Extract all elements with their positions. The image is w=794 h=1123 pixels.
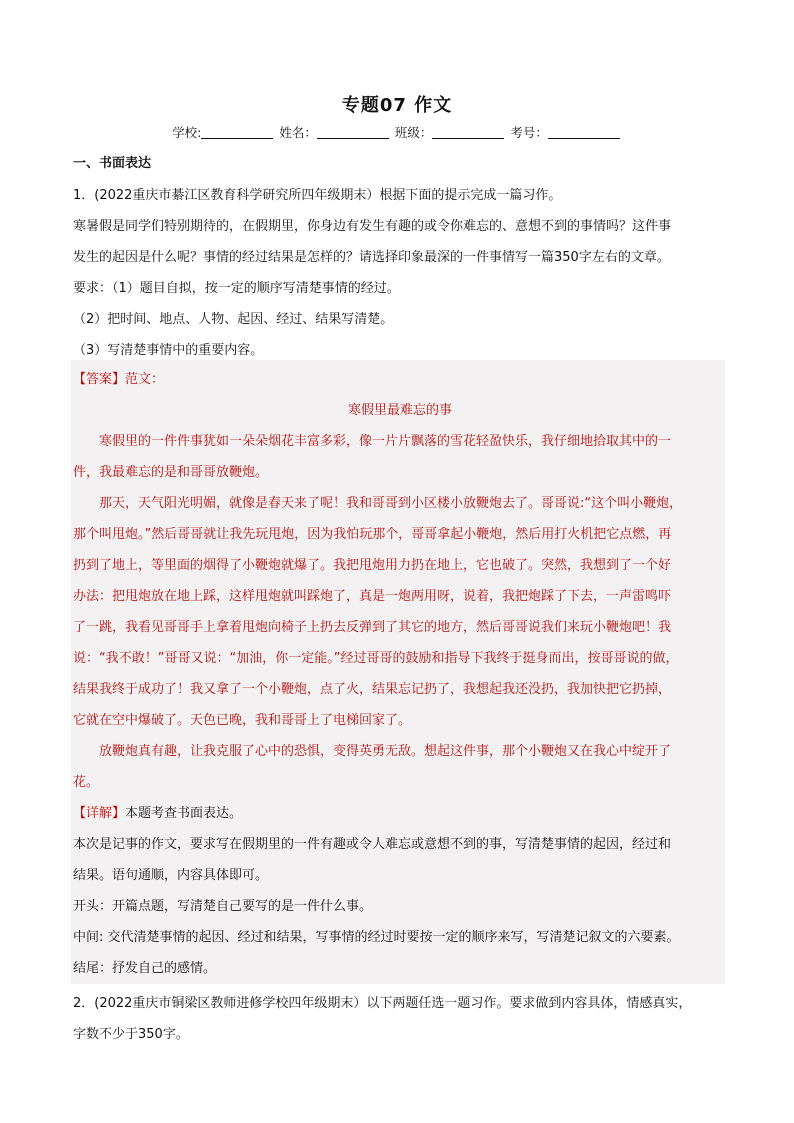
school-blank[interactable]: [201, 126, 273, 139]
class-blank[interactable]: [432, 126, 504, 139]
answer-label: 范文：: [125, 372, 165, 387]
detail-line: 结果。语句通顺，内容具体即可。: [73, 868, 269, 883]
essay-line: 件，我最难忘的是和哥哥放鞭炮。: [73, 465, 269, 480]
essay-line: 说：“我不敢！”哥哥又说：“加油，你一定能。”经过哥哥的鼓励和指导下我终于挺身而出，按哥哥说的做，: [73, 651, 679, 666]
prompt-line: （3）写清楚事情中的重要内容。: [73, 343, 264, 358]
name-blank[interactable]: [317, 126, 389, 139]
essay-line: 那个叫甩炮。”然后哥哥就让我先玩甩炮，因为我怕玩那个，哥哥拿起小鞭炮，然后用打火机把它点燃，再: [73, 527, 672, 542]
prompt-line: 要求：（1）题目自拟，按一定的顺序写清楚事情的经过。: [73, 281, 400, 296]
detail-line: 本次是记事的作文，要求写在假期里的一件有趣或令人难忘或意想不到的事，写清楚事情的起因，经过和: [73, 837, 672, 852]
essay-line: 放鞭炮真有趣，让我克服了心中的恐惧，变得英勇无敌。想起这件事，那个小鞭炮又在我心中绽开了: [99, 744, 672, 759]
school-label: 学校:: [172, 125, 202, 140]
prompt-line: 发生的起因是什么呢？事情的经过结果是怎样的？请选择印象最深的一件事情写一篇350字左右的文章。: [73, 250, 670, 265]
answer-tag: 【答案】: [73, 372, 126, 387]
answer-block: [71, 360, 725, 984]
section-heading: 一、书面表达: [73, 156, 152, 171]
essay-line: 结果我终于成功了！我又拿了一个小鞭炮，点了火，结果忘记扔了，我想起我还没扔，我加快把它扔掉，: [73, 682, 672, 697]
detail-tag: 【详解】: [73, 806, 126, 821]
detail-first: 本题考查书面表达。: [125, 806, 243, 821]
essay-line: 了一跳，我看见哥哥手上拿着甩炮向椅子上扔去反弹到了其它的地方，然后哥哥说我们来玩小鞭炮吧！我: [73, 620, 672, 635]
detail-line: 开头：开篇点题，写清楚自己要写的是一件什么事。: [73, 899, 373, 914]
exam-no-blank[interactable]: [548, 126, 620, 139]
detail-line: 结尾：抒发自己的感情。: [73, 961, 217, 976]
answer-heading: [73, 368, 733, 387]
essay-line: 办法：把甩炮放在地上踩，这样甩炮就叫踩炮了，真是一炮两用呀，说着，我把炮踩了下去，一声雷鸣吓: [73, 589, 672, 604]
detail-heading: [73, 802, 733, 821]
name-label: 姓名：: [279, 125, 317, 140]
essay-line: 寒假里的一件件事犹如一朵朵烟花丰富多彩，像一片片飘落的雪花轻盈快乐，我仔细地拾取其中的一: [99, 434, 672, 449]
question-2-stem: 2．(2022重庆市铜梁区教师进修学校四年级期末）以下两题任选一题习作。要求做到内容具体，情感真实，: [73, 996, 692, 1011]
question-2-stem-cont: 字数不少于350字。: [73, 1027, 189, 1042]
student-info-row: [0, 123, 794, 141]
exam-no-label: 考号：: [510, 125, 548, 140]
essay-line: 那天，天气阳光明媚，就像是春天来了呢！我和哥哥到小区楼小放鞭炮去了。哥哥说:“这个叫小鞭炮，: [99, 496, 683, 511]
detail-line: 中间: 交代清楚事情的起因、经过和结果，写事情的经过时要按一定的顺序来写，写清楚记叙文的六要素。: [73, 930, 680, 945]
question-1-stem: 1．(2022重庆市綦江区教育科学研究所四年级期末）根据下面的提示完成一篇习作。: [73, 188, 562, 203]
essay-line: 扔到了地上，等里面的烟得了小鞭炮就爆了。我把甩炮用力扔在地上，它也破了。突然，我想到了一个好: [73, 558, 672, 573]
essay-line: 花。: [73, 775, 100, 790]
page-title: 专题07 作文: [341, 95, 453, 116]
prompt-line: 寒暑假是同学们特别期待的，在假期里，你身边有发生有趣的或令你难忘的、意想不到的事情吗？这件事: [73, 219, 672, 234]
essay-title: 寒假里最难忘的事: [347, 403, 452, 418]
prompt-line: （2）把时间、地点、人物、起因、经过、结果写清楚。: [73, 312, 394, 327]
essay-line: 它就在空中爆破了。天色已晚，我和哥哥上了电梯回家了。: [73, 713, 412, 728]
class-label: 班级：: [394, 125, 433, 140]
